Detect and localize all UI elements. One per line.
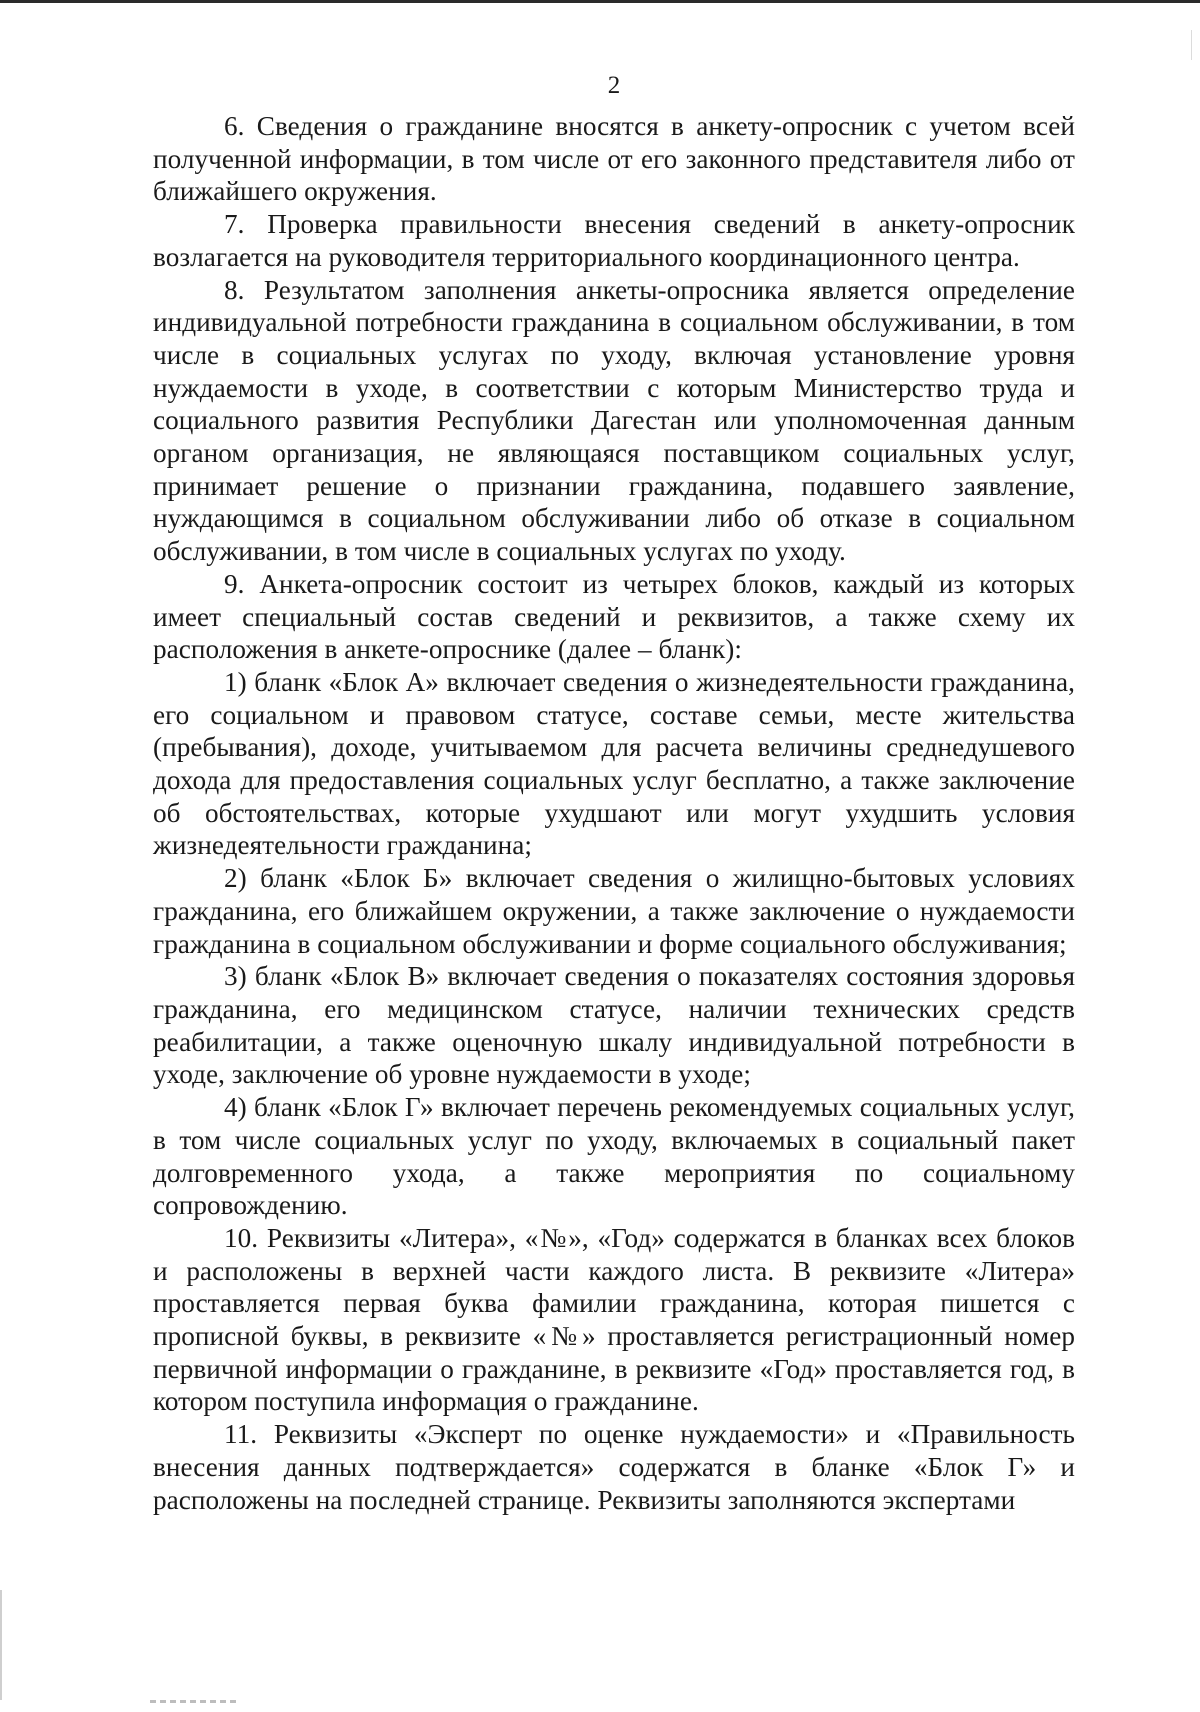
page-number: 2	[607, 72, 621, 99]
list-item-block-a: 1) бланк «Блок А» включает сведения о жизнедеятельности гражданина, его социальном и правовом статусе, составе семьи, месте жительства (пребывания), доходе, учитываемом для расчета величины среднедушевого дохода для предоставления социальных услуг бесплатно, а также заключение об обстоятельствах, которые ухудшают или могут ухудшить условия жизнедеятельности гражданина;	[153, 666, 1075, 861]
paragraph-9: 9. Анкета-опросник состоит из четырех блоков, каждый из которых имеет специальный состав сведений и реквизитов, а также схему их расположения в анкете-опроснике (далее – бланк):	[153, 568, 1075, 665]
list-item-block-b: 2) бланк «Блок Б» включает сведения о жилищно-бытовых условиях гражданина, его ближайшем окружении, а также заключение о нуждаемости гражданина в социальном обслуживании и форме социального обслуживания;	[153, 863, 1075, 959]
scan-artifact	[0, 1590, 2, 1700]
list-item-block-g: 4) бланк «Блок Г» включает перечень рекомендуемых социальных услуг, в том числе социальных услуг по уходу, включаемых в социальный пакет долговременного ухода, а также мероприятия по социальному сопровождению.	[153, 1092, 1075, 1221]
scan-edge	[0, 0, 1200, 3]
paragraph-6: 6. Сведения о гражданине вносятся в анкету-опросник с учетом всей полученной информации, в том числе от его законного представителя либо от ближайшего окружения.	[153, 111, 1075, 207]
scan-artifact	[150, 1700, 240, 1703]
scan-artifact	[1191, 30, 1192, 60]
document-page	[153, 66, 1075, 1516]
paragraph-10: 10. Реквизиты «Литера», «№», «Год» содержатся в бланках всех блоков и расположены в верхней части каждого листа. В реквизите «Литера» проставляется первая буква фамилии гражданина, которая пишется с прописной буквы, в реквизите «№» проставляется регистрационный номер первичной информации о гражданине, в реквизите «Год» проставляется год, в котором поступила информация о гражданине.	[153, 1222, 1075, 1417]
paragraph-11: 11. Реквизиты «Эксперт по оценке нуждаемости» и «Правильность внесения данных подтверждается» содержатся в бланке «Блок Г» и расположены на последней странице. Реквизиты заполняются экспертами	[153, 1419, 1075, 1515]
list-item-block-v: 3) бланк «Блок В» включает сведения о показателях состояния здоровья гражданина, его медицинском статусе, наличии технических средств реабилитации, а также оценочную шкалу индивидуальной потребности в уходе, заключение об уровне нуждаемости в уходе;	[153, 961, 1075, 1090]
paragraph-8: 8. Результатом заполнения анкеты-опросника является определение индивидуальной потребности гражданина в социальном обслуживании, в том числе в социальных услугах по уходу, включая установление уровня нуждаемости в уходе, в соответствии с которым Министерство труда и социального развития Республики Дагестан или уполномоченная данным органом организация, не являющаяся поставщиком социальных услуг, принимает решение о признании гражданина, подавшего заявление, нуждающимся в социальном обслуживании либо об отказе в социальном обслуживании, в том числе в социальных услугах по уходу.	[153, 274, 1075, 567]
paragraph-7: 7. Проверка правильности внесения сведений в анкету-опросник возлагается на руководителя территориального координационного центра.	[153, 209, 1075, 272]
